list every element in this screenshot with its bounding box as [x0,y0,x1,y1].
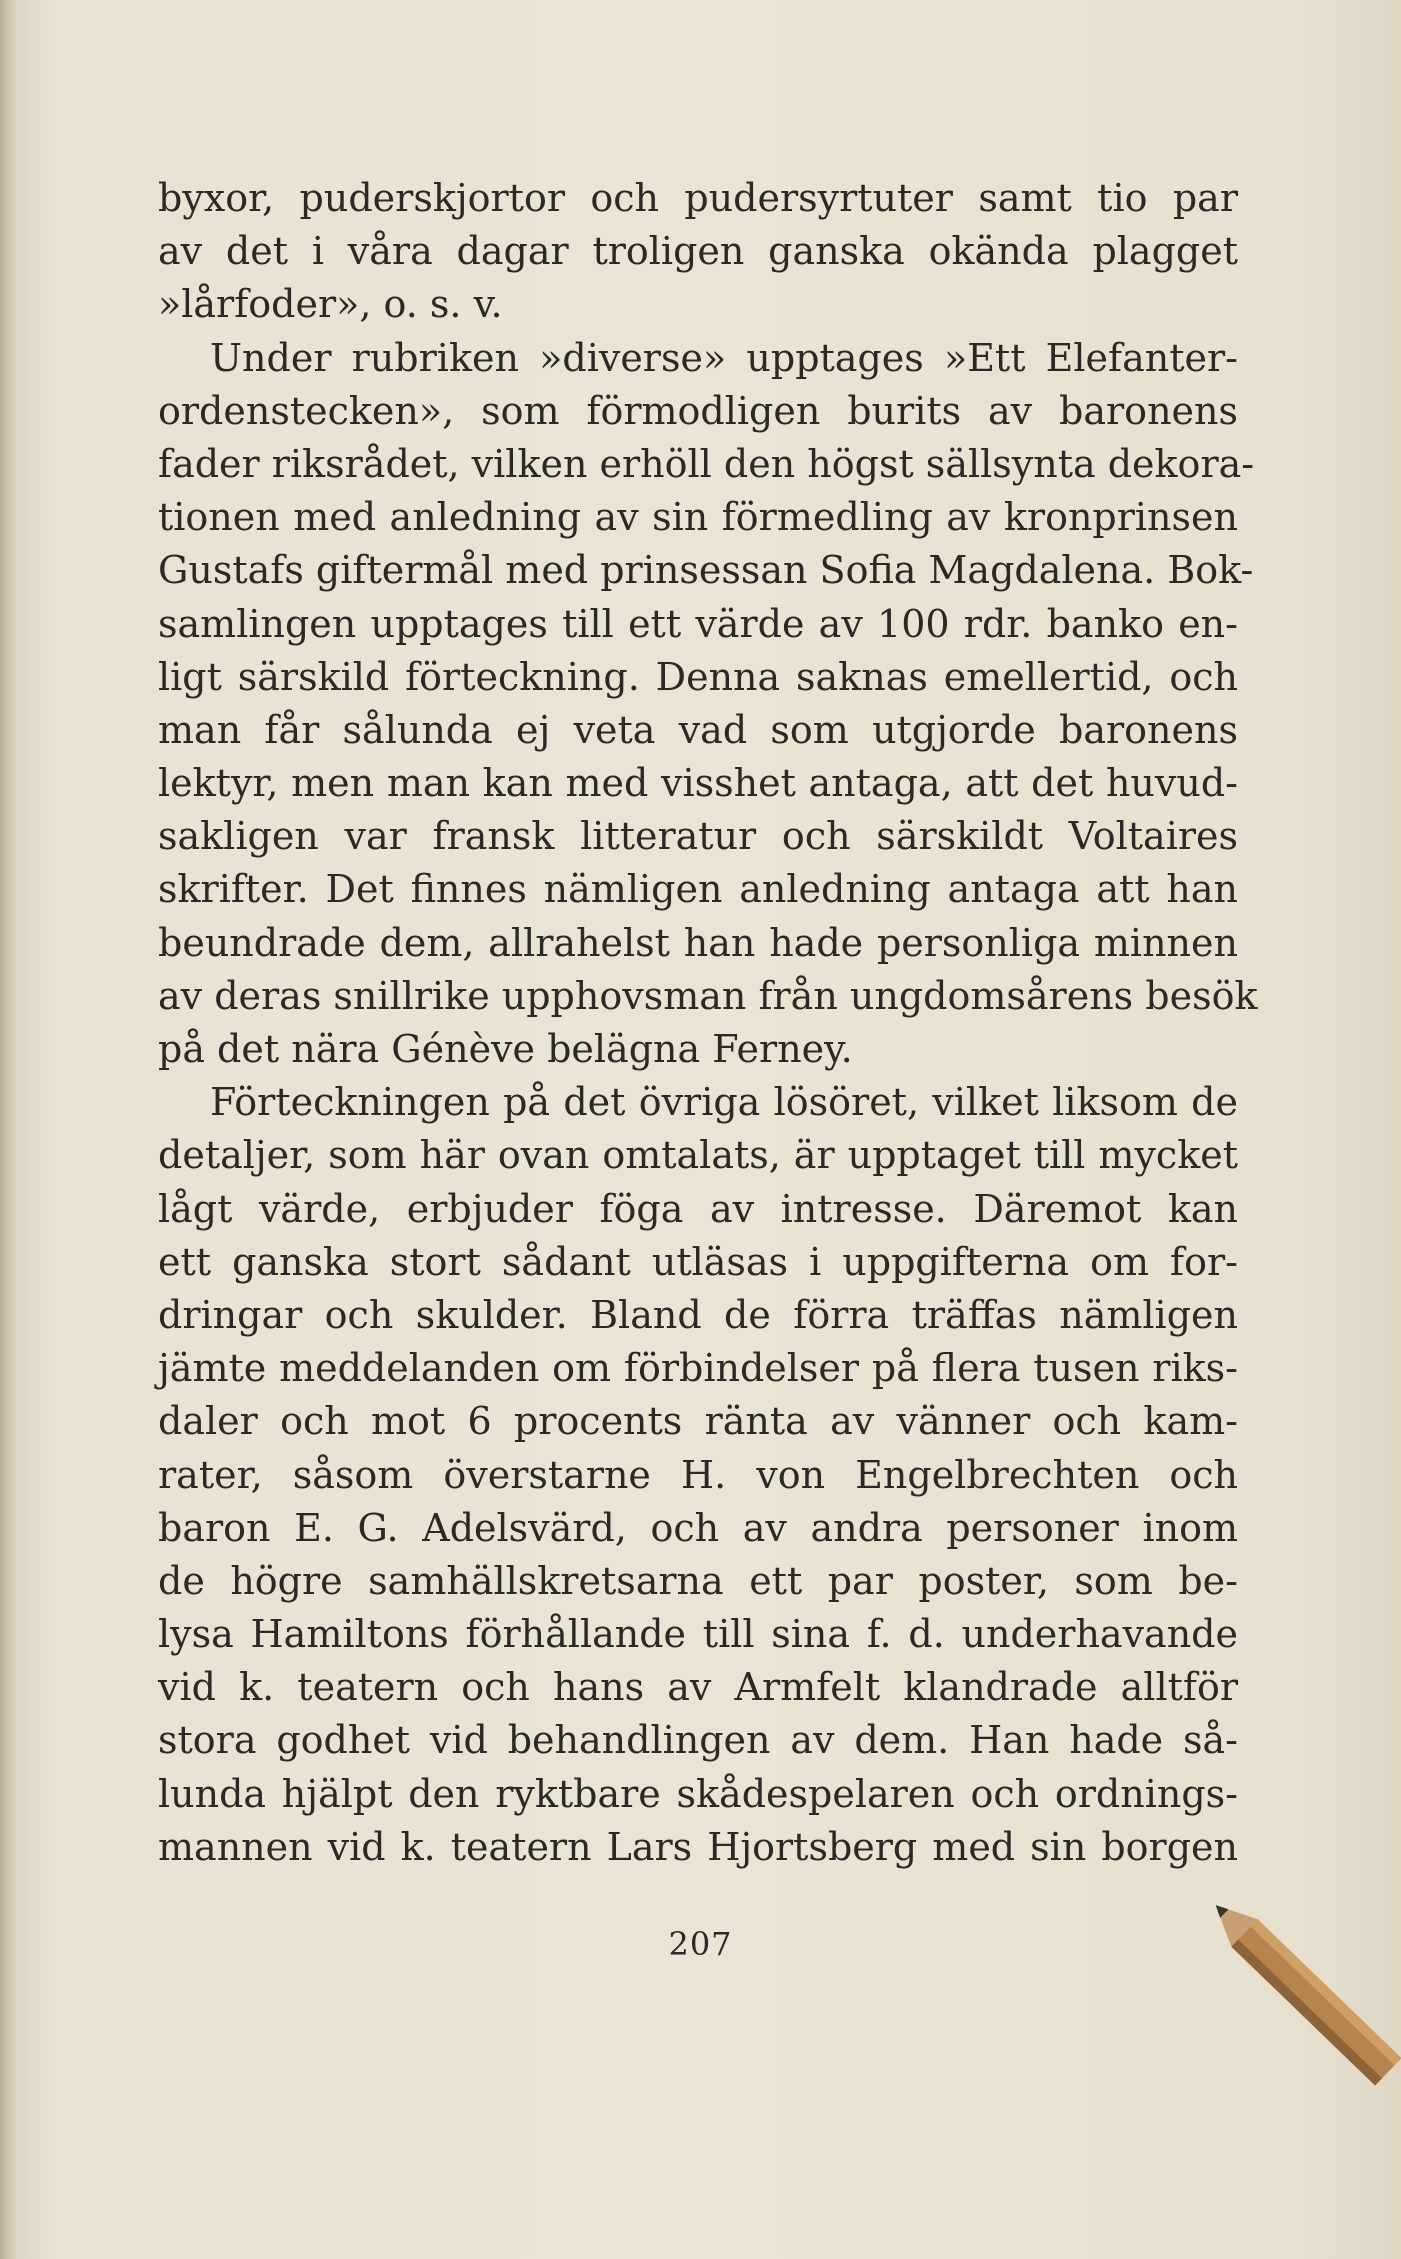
text-line: fader riksrådet, vilken erhöll den högst sällsynta dekora- [158,441,1255,486]
text-line: mannen vid k. teatern Lars Hjortsberg med sin borgen [158,1824,1238,1869]
text-line: jämte meddelanden om förbindelser på flera tusen riks- [158,1346,1238,1391]
text-line: man får sålunda ej veta vad som utgjorde baronens [158,707,1238,752]
text-line: av deras snillrike upphovsman från ungdomsårens besök [158,973,1258,1018]
text-line: på det nära Génève belägna Ferney. [158,1027,853,1071]
page-gutter [0,0,16,2259]
text-line: baron E. G. Adelsvärd, och av andra personer inom [158,1505,1238,1550]
text-line: Under rubriken »diverse» upptages »Ett Elefanter- [210,335,1238,380]
text-line: sakligen var fransk litteratur och särskildt Voltaires [158,814,1238,859]
text-line: lysa Hamiltons förhållande till sina f. d. underhavande [158,1612,1238,1657]
text-line: ligt särskild förteckning. Denna saknas emellertid, och [158,654,1238,699]
text-line: ordenstecken», som förmodligen burits av baronens [158,388,1238,433]
text-line: av det i våra dagar troligen ganska okända plagget [158,229,1238,274]
text-line: de högre samhällskretsarna ett par poster, som be- [158,1558,1238,1603]
text-line: samlingen upptages till ett värde av 100 rdr. banko en- [158,601,1238,646]
text-line: lektyr, men man kan med visshet antaga, att det huvud- [158,761,1238,806]
text-line: »lårfoder», o. s. v. [158,282,503,327]
text-line: detaljer, som här ovan omtalats, är upptaget till mycket [158,1133,1238,1178]
text-line: lunda hjälpt den ryktbare skådespelaren och ordnings- [158,1771,1238,1816]
text-line: dringar och skulder. Bland de förra träffas nämligen [158,1292,1238,1337]
text-line: byxor, puderskjortor och pudersyrtuter samt tio par [158,176,1238,220]
text-line: daler och mot 6 procents ränta av vänner och kam- [158,1399,1238,1444]
text-line: tionen med anledning av sin förmedling av kronprinsen [158,495,1238,540]
pencil-tip-image [1191,1880,1401,2097]
text-line: stora godhet vid behandlingen av dem. Han hade så- [158,1718,1238,1763]
text-line: Förteckningen på det övriga lösöret, vilket liksom de [210,1080,1238,1125]
text-line: lågt värde, erbjuder föga av intresse. Däremot kan [158,1186,1238,1231]
text-line: Gustafs giftermål med prinsessan Sofia Magdalena. Bok- [158,548,1254,593]
text-line: skrifter. Det finnes nämligen anledning antaga att han [158,867,1238,912]
body-text [158,172,1258,1874]
text-line: beundrade dem, allrahelst han hade personliga minnen [158,920,1238,965]
text-line: rater, såsom överstarne H. von Engelbrechten och [158,1452,1238,1497]
text-line: vid k. teatern och hans av Armfelt klandrade alltför [158,1665,1238,1710]
text-line: ett ganska stort sådant utläsas i uppgifterna om for- [158,1239,1238,1284]
page-number: 207 [668,1925,733,1963]
